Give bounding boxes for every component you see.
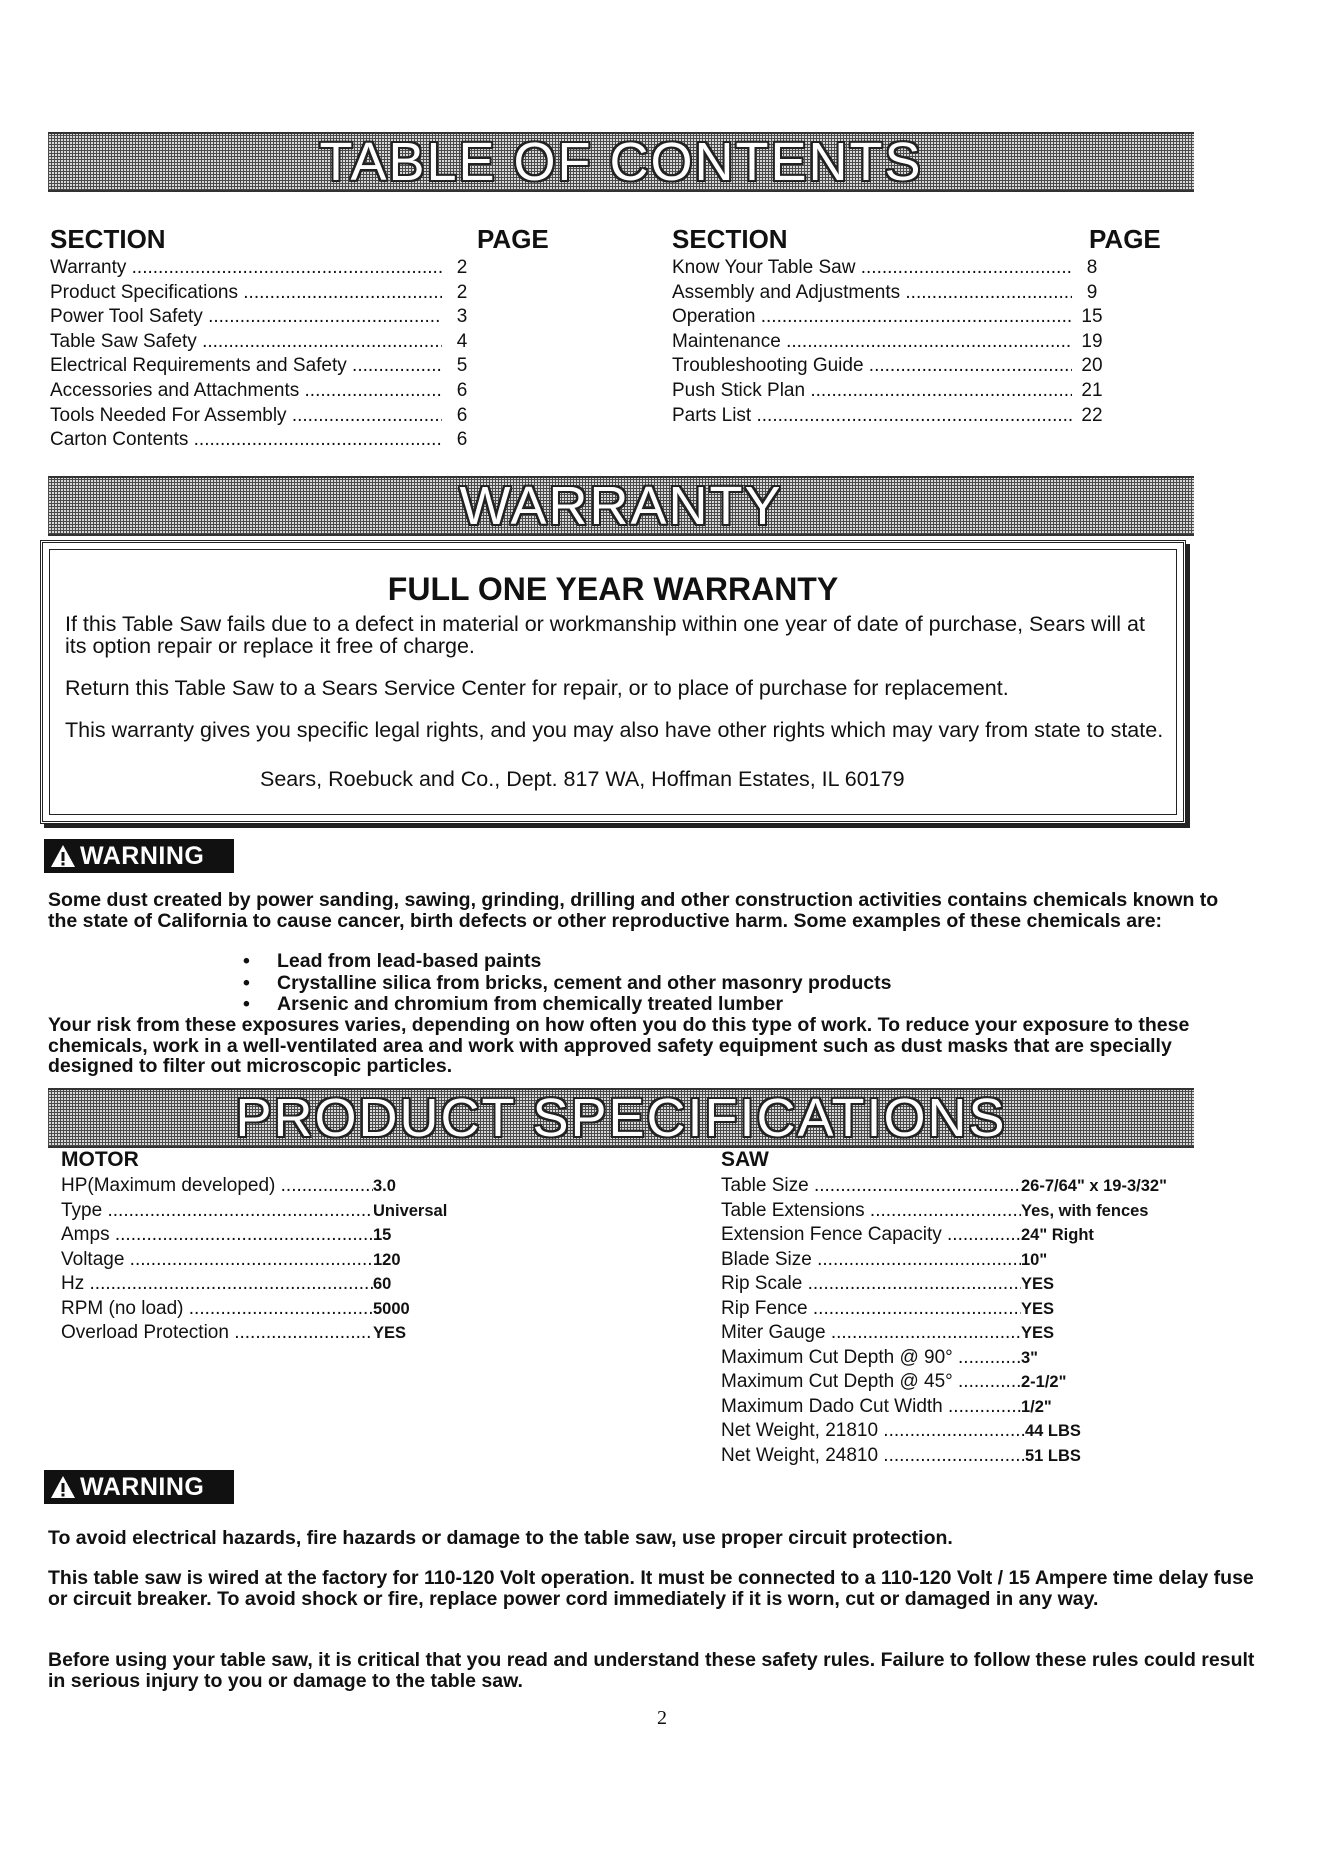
toc-entry[interactable] [672, 379, 1112, 404]
spec-row [61, 1297, 447, 1322]
warning-dust-bullets [243, 951, 891, 1016]
toc-entry-page: 15 [1081, 306, 1103, 328]
toc-banner [48, 132, 1194, 192]
toc-entry-label: Assembly and Adjustments ..... [672, 281, 1072, 306]
saw-header: SAW [721, 1148, 769, 1171]
specs-banner [48, 1088, 1194, 1148]
spec-label: Voltage ..... [61, 1248, 373, 1273]
spec-value: YES [1021, 1324, 1055, 1342]
toc-entry-page: 5 [456, 355, 468, 377]
toc-entry[interactable] [50, 256, 482, 281]
toc-entry-label: Carton Contents ..... [50, 428, 442, 453]
spec-row [721, 1419, 1167, 1444]
toc-entry-page: 21 [1081, 379, 1103, 401]
toc-section-header-right: SECTION [672, 224, 788, 254]
spec-row [61, 1199, 447, 1224]
warning-triangle-icon [50, 1475, 76, 1499]
spec-value: 3.0 [373, 1177, 396, 1195]
toc-entry[interactable] [672, 256, 1112, 281]
warranty-address: Sears, Roebuck and Co., Dept. 817 WA, Hoffman Estates, IL 60179 [260, 767, 905, 791]
toc-entry-label: Table Saw Safety ..... [50, 330, 442, 355]
toc-entry-label: Warranty ..... [50, 256, 442, 281]
spec-label: Type ..... [61, 1199, 373, 1224]
spec-value: 26-7/64" x 19-3/32" [1021, 1177, 1167, 1195]
toc-entry-page: 6 [456, 379, 468, 401]
spec-value: 60 [373, 1275, 392, 1293]
spec-row [721, 1272, 1167, 1297]
spec-label: Net Weight, 24810 ..... [721, 1444, 1025, 1469]
warning-electrical-p1: To avoid electrical hazards, fire hazards or damage to the table saw, use proper circuit protection. [48, 1527, 953, 1549]
spec-row [721, 1248, 1167, 1273]
warning-triangle-icon [50, 844, 76, 868]
spec-label: Miter Gauge ..... [721, 1321, 1021, 1346]
list-item: • Arsenic and chromium from chemically treated lumber [243, 994, 891, 1016]
warranty-paragraph-2: Return this Table Saw to a Sears Service Center for repair, or to place of purchase for replacement. [65, 676, 1009, 700]
list-item: • Lead from lead-based paints [243, 951, 891, 973]
toc-entry[interactable] [672, 354, 1112, 379]
saw-spec-list [721, 1174, 1167, 1468]
warning-dust-intro: Some dust created by power sanding, sawing, grinding, drilling and other construction activities contains chemicals known to the state of California to cause cancer, birth defects or other reproductive harm. Some examples of these chemicals are: [48, 889, 1219, 932]
toc-entry-page: 8 [1086, 257, 1098, 278]
spec-row [721, 1199, 1167, 1224]
toc-entry-label: Know Your Table Saw ..... [672, 256, 1072, 281]
spec-value: Universal [373, 1201, 448, 1220]
toc-entry[interactable] [672, 330, 1112, 355]
warranty-banner [48, 476, 1194, 536]
spec-value: YES [1021, 1299, 1055, 1318]
toc-banner-title: TABLE OF CONTENTS [319, 132, 923, 192]
warning-dust-outro: Your risk from these exposures varies, depending on how often you do this type of work. To reduce your exposure to these chemicals, work in a well-ventilated area and work with approved safety equipment such as dust masks that are specially designed to filter out microscopic particles. [48, 1014, 1190, 1077]
spec-label: Rip Fence ..... [721, 1297, 1021, 1322]
warning-badge [44, 1470, 234, 1504]
toc-entry-page: 22 [1081, 404, 1103, 426]
spec-value: 44 LBS [1025, 1422, 1081, 1440]
toc-entry-label: Accessories and Attachments ..... [50, 379, 442, 404]
warning-badge-label: WARNING [80, 1472, 205, 1501]
toc-entry-label: Electrical Requirements and Safety ..... [50, 354, 442, 379]
spec-row [61, 1248, 447, 1273]
toc-page-header-right: PAGE [1089, 224, 1161, 254]
spec-value: YES [1021, 1275, 1055, 1293]
motor-spec-list [61, 1174, 447, 1346]
toc-entry[interactable] [672, 281, 1112, 306]
spec-row [61, 1174, 447, 1199]
specs-banner-title: PRODUCT SPECIFICATIONS [235, 1088, 1007, 1148]
warranty-banner-title: WARRANTY [459, 476, 783, 536]
spec-label: HP(Maximum developed) ..... [61, 1174, 373, 1199]
motor-header: MOTOR [61, 1148, 139, 1171]
spec-label: Table Extensions ..... [721, 1199, 1021, 1224]
warning-badge-label: WARNING [80, 841, 205, 870]
spec-value: 24" Right [1021, 1226, 1094, 1244]
toc-entry[interactable] [50, 354, 482, 379]
spec-row [721, 1395, 1167, 1420]
toc-entry[interactable] [50, 428, 482, 453]
spec-row [61, 1321, 447, 1346]
spec-label: Amps ..... [61, 1223, 373, 1248]
toc-entry-page: 6 [456, 429, 468, 451]
spec-value: 10" [1021, 1250, 1048, 1269]
spec-label: Blade Size ..... [721, 1248, 1021, 1273]
spec-label: Rip Scale ..... [721, 1272, 1021, 1297]
toc-entry-page: 19 [1081, 330, 1103, 352]
spec-value: YES [373, 1324, 407, 1342]
spec-row [61, 1223, 447, 1248]
warranty-box [40, 540, 1186, 824]
toc-list-right [672, 256, 1112, 428]
spec-row [721, 1370, 1167, 1395]
page-number: 2 [657, 1707, 667, 1729]
toc-entry[interactable] [50, 281, 482, 306]
spec-label: Overload Protection ..... [61, 1321, 373, 1346]
spec-label: RPM (no load) ..... [61, 1297, 373, 1322]
spec-value: 5000 [373, 1299, 410, 1318]
toc-entry-page: 2 [456, 257, 468, 278]
spec-label: Table Size ..... [721, 1174, 1021, 1199]
toc-entry[interactable] [50, 404, 482, 429]
spec-value: 1/2" [1021, 1397, 1052, 1416]
spec-value: Yes, with fences [1021, 1201, 1149, 1220]
spec-value: 3" [1021, 1348, 1038, 1367]
warranty-paragraph-1: If this Table Saw fails due to a defect in material or workmanship within one year of date of purchase, Sears will at its option repair or replace it free of charge. [65, 612, 1145, 658]
spec-row [61, 1272, 447, 1297]
spec-label: Net Weight, 21810 ..... [721, 1419, 1025, 1444]
spec-label: Hz ..... [61, 1272, 373, 1297]
spec-row [721, 1444, 1167, 1469]
toc-entry-page: 9 [1086, 281, 1098, 303]
toc-entry-page: 3 [456, 306, 468, 328]
spec-value: 15 [373, 1226, 392, 1244]
toc-entry-label: Push Stick Plan ..... [672, 379, 1072, 404]
spec-row [721, 1321, 1167, 1346]
toc-entry[interactable] [672, 404, 1112, 429]
list-item: • Crystalline silica from bricks, cement and other masonry products [243, 973, 891, 995]
toc-entry[interactable] [50, 330, 482, 355]
toc-section-header-left: SECTION [50, 224, 166, 254]
toc-entry[interactable] [50, 379, 482, 404]
warning-electrical-p3: Before using your table saw, it is critical that you read and understand these safety rules. Failure to follow these rules could result in serious injury to you or damage to the table saw. [48, 1649, 1255, 1692]
toc-entry-label: Troubleshooting Guide ..... [672, 354, 1072, 379]
spec-row [721, 1223, 1167, 1248]
toc-entry-label: Parts List ..... [672, 404, 1072, 429]
spec-value: 51 LBS [1025, 1446, 1081, 1465]
toc-entry-page: 2 [456, 281, 468, 303]
toc-entry-page: 20 [1081, 355, 1103, 377]
spec-value: 120 [373, 1250, 401, 1269]
spec-label: Maximum Cut Depth @ 90° ..... [721, 1346, 1021, 1371]
spec-label: Maximum Cut Depth @ 45° ..... [721, 1370, 1021, 1395]
toc-entry[interactable] [50, 305, 482, 330]
toc-entry-label: Tools Needed For Assembly ..... [50, 404, 442, 429]
toc-page-header-left: PAGE [477, 224, 549, 254]
toc-entry-label: Maintenance ..... [672, 330, 1072, 355]
spec-label: Maximum Dado Cut Width ..... [721, 1395, 1021, 1420]
toc-list-left [50, 256, 482, 453]
toc-entry-label: Product Specifications ..... [50, 281, 442, 306]
spec-row [721, 1174, 1167, 1199]
warning-badge [44, 839, 234, 873]
toc-entry-label: Power Tool Safety ..... [50, 305, 442, 330]
spec-row [721, 1346, 1167, 1371]
toc-entry[interactable] [672, 305, 1112, 330]
spec-label: Extension Fence Capacity ..... [721, 1223, 1021, 1248]
toc-entry-page: 6 [456, 404, 468, 426]
toc-entry-label: Operation ..... [672, 305, 1072, 330]
warranty-paragraph-3: This warranty gives you specific legal rights, and you may also have other rights which may vary from state to state. [65, 718, 1164, 742]
spec-value: 2-1/2" [1021, 1373, 1067, 1391]
warning-electrical-p2: This table saw is wired at the factory for 110-120 Volt operation. It must be connected to a 110-120 Volt / 15 Ampere time delay fuse or circuit breaker. To avoid shock or fire, replace power cord immediately if it is worn, cut or damaged in any way. [48, 1567, 1254, 1610]
warranty-title: FULL ONE YEAR WARRANTY [387, 571, 839, 607]
toc-entry-page: 4 [456, 330, 468, 352]
spec-row [721, 1297, 1167, 1322]
